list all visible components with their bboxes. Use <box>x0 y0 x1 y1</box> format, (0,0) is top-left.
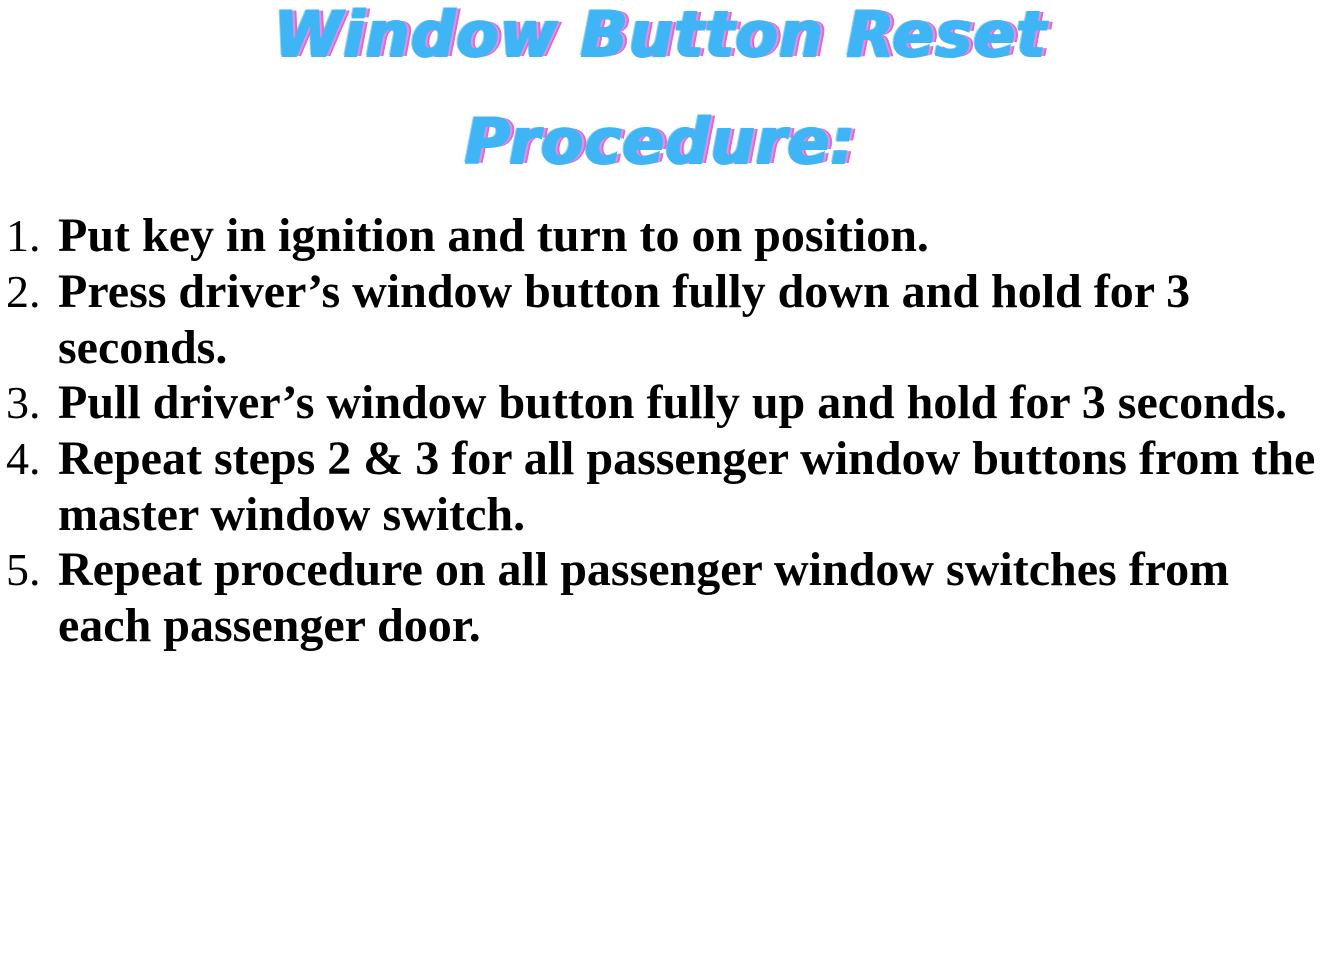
title-block <box>0 0 1321 179</box>
list-item <box>0 375 1321 431</box>
step-number: 1. <box>6 210 41 262</box>
step-number: 5. <box>6 544 41 596</box>
step-number: 3. <box>6 377 41 429</box>
step-text: Repeat procedure on all passenger window switches from each passenger door. <box>58 543 1230 652</box>
list-item <box>0 264 1321 375</box>
page-title-line-2: Procedure: <box>464 105 857 179</box>
list-item <box>0 542 1321 653</box>
list-item <box>0 208 1321 264</box>
list-item <box>0 431 1321 542</box>
step-text: Press driver’s window button fully down and hold for 3 seconds. <box>58 264 1191 374</box>
step-text: Pull driver’s window button fully up and hold for 3 seconds. <box>58 376 1288 430</box>
step-number: 2. <box>6 265 41 317</box>
step-text: Repeat steps 2 & 3 for all passenger window buttons from the master window switch. <box>58 431 1316 541</box>
steps-list <box>0 208 1321 653</box>
page-title-line-1: Window Button Reset <box>274 0 1047 71</box>
step-text: Put key in ignition and turn to on position. <box>58 209 929 263</box>
step-number: 4. <box>6 432 41 484</box>
